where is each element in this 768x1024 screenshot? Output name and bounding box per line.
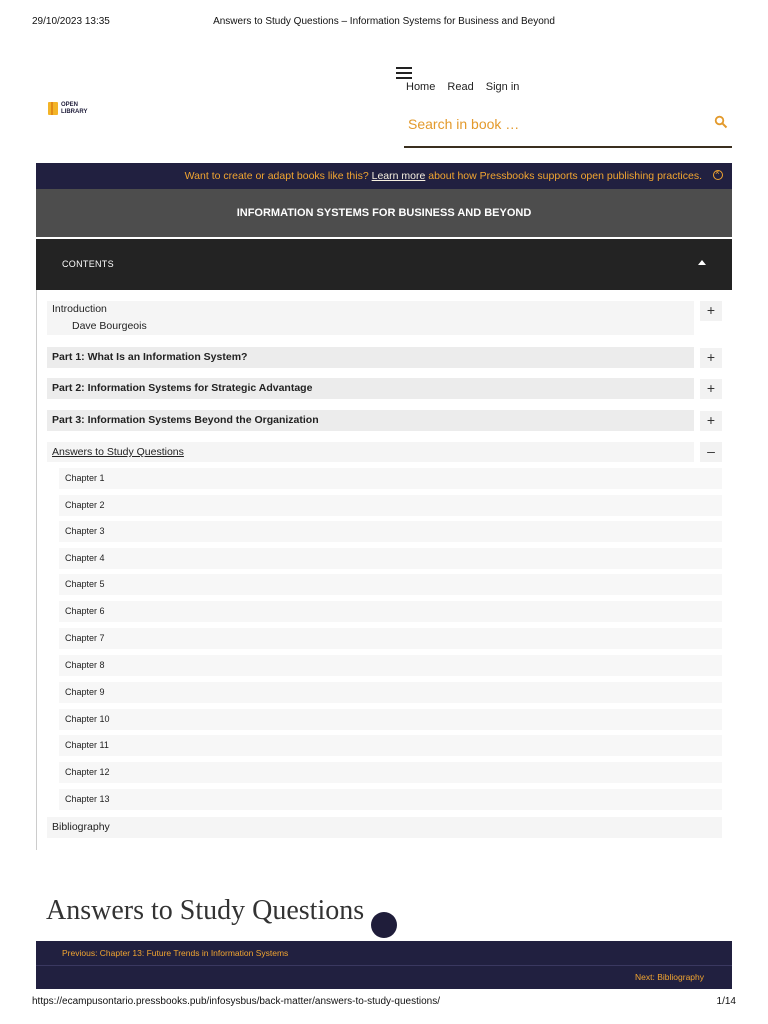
page-number: 1/14 xyxy=(716,996,736,1007)
toc-chapter[interactable]: Chapter 3 xyxy=(59,521,722,542)
nav-read[interactable]: Read xyxy=(447,81,474,93)
caret-up-icon xyxy=(698,260,706,265)
menu-icon[interactable] xyxy=(396,67,412,79)
pdf-footer xyxy=(32,996,736,1007)
nav-divider xyxy=(36,965,732,966)
print-url: https://ecampusontario.pressbooks.pub/infosysbus/back-matter/answers-to-study-questions/ xyxy=(32,996,440,1007)
toc-chapter[interactable]: Chapter 1 xyxy=(59,468,722,489)
toc-part-2[interactable]: Part 2: Information Systems for Strategic Advantage xyxy=(47,378,694,399)
toc-answers[interactable]: Answers to Study Questions xyxy=(47,442,694,462)
open-library-logo[interactable] xyxy=(48,101,100,119)
toc-chapter[interactable]: Chapter 10 xyxy=(59,709,722,730)
nav-home[interactable]: Home xyxy=(406,81,436,93)
toc-chapter[interactable]: Chapter 13 xyxy=(59,789,722,810)
toc-part-3[interactable]: Part 3: Information Systems Beyond the Organization xyxy=(47,410,694,431)
expand-introduction-button[interactable]: + xyxy=(700,301,722,321)
toc-chapter[interactable]: Chapter 7 xyxy=(59,628,722,649)
print-date: 29/10/2023 13:35 xyxy=(32,16,110,27)
previous-link[interactable]: Previous: Chapter 13: Future Trends in Information Systems xyxy=(62,948,289,958)
expand-part-1-button[interactable]: + xyxy=(700,348,722,368)
logo-text: OPEN LIBRARY xyxy=(61,102,88,115)
close-banner-icon[interactable] xyxy=(713,170,723,180)
toc-bibliography[interactable]: Bibliography xyxy=(47,817,722,838)
contents-label: CONTENTS xyxy=(62,259,114,269)
toc-chapter[interactable]: Chapter 6 xyxy=(59,601,722,622)
expand-part-2-button[interactable]: + xyxy=(700,379,722,399)
toc-chapter[interactable]: Chapter 5 xyxy=(59,574,722,595)
book-title[interactable]: INFORMATION SYSTEMS FOR BUSINESS AND BEYOND xyxy=(36,189,732,237)
toc-introduction[interactable]: Introduction Dave Bourgeois xyxy=(47,301,694,335)
toc-chapter[interactable]: Chapter 11 xyxy=(59,735,722,756)
top-nav xyxy=(406,81,528,93)
book-icon xyxy=(48,102,58,115)
table-of-contents xyxy=(36,290,733,850)
scroll-top-button[interactable] xyxy=(371,912,397,938)
search-input[interactable] xyxy=(406,110,700,138)
collapse-answers-button[interactable]: – xyxy=(700,442,722,462)
toc-part-1[interactable]: Part 1: What Is an Information System? xyxy=(47,347,694,368)
search-box xyxy=(404,108,732,148)
toc-chapter[interactable]: Chapter 4 xyxy=(59,548,722,569)
toc-author: Dave Bourgeois xyxy=(72,320,147,332)
toc-chapter[interactable]: Chapter 12 xyxy=(59,762,722,783)
toc-chapter[interactable]: Chapter 2 xyxy=(59,495,722,516)
next-link[interactable]: Next: Bibliography xyxy=(635,972,704,982)
nav-sign-in[interactable]: Sign in xyxy=(485,81,520,93)
chapter-navigation xyxy=(36,941,732,989)
learn-more-link[interactable]: Learn more xyxy=(371,170,426,182)
page-title: Answers to Study Questions xyxy=(46,895,365,926)
expand-part-3-button[interactable]: + xyxy=(700,411,722,431)
pressbooks-banner xyxy=(36,163,732,189)
toc-chapter[interactable]: Chapter 8 xyxy=(59,655,722,676)
contents-toggle[interactable] xyxy=(36,239,732,290)
search-icon[interactable] xyxy=(714,115,728,129)
toc-chapter[interactable]: Chapter 9 xyxy=(59,682,722,703)
banner-message: Want to create or adapt books like this? Learn more about how Pressbooks supports open publishing practices. xyxy=(184,170,702,182)
print-title: Answers to Study Questions – Information Systems for Business and Beyond xyxy=(213,16,555,27)
